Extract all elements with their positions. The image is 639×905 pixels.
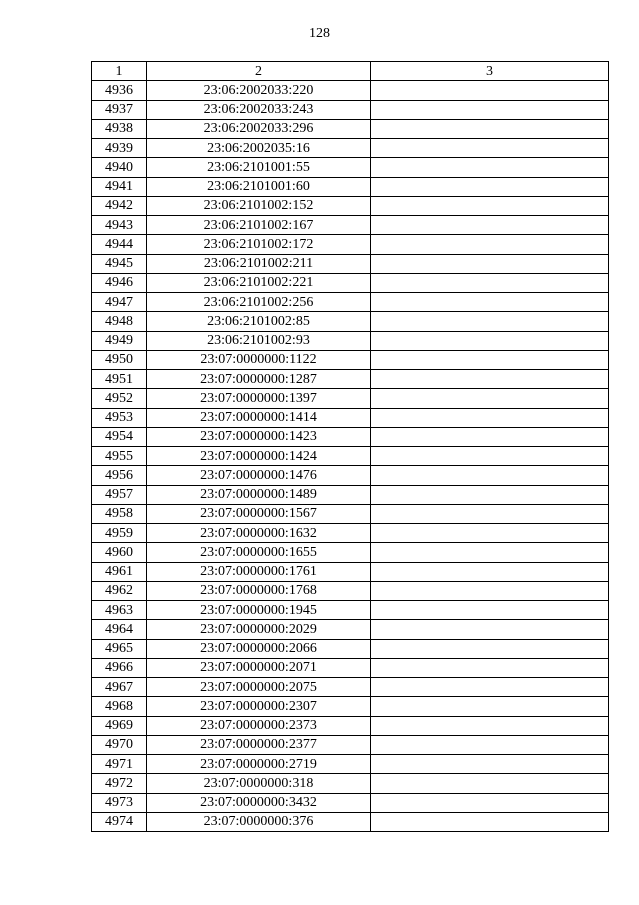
note-cell [371,427,609,446]
row-number-cell: 4945 [92,254,147,273]
column-header-2: 2 [147,62,371,81]
note-cell [371,196,609,215]
cadastral-number-cell: 23:07:0000000:1655 [147,543,371,562]
cadastral-number-cell: 23:07:0000000:1476 [147,466,371,485]
row-number-cell: 4942 [92,196,147,215]
note-cell [371,524,609,543]
note-cell [371,562,609,581]
row-number-cell: 4959 [92,524,147,543]
row-number-cell: 4971 [92,755,147,774]
table-row [92,581,609,600]
note-cell [371,793,609,812]
table-row [92,812,609,831]
row-number-cell: 4936 [92,81,147,100]
note-cell [371,293,609,312]
cadastral-number-cell: 23:07:0000000:1768 [147,581,371,600]
note-cell [371,466,609,485]
table-row [92,293,609,312]
note-cell [371,755,609,774]
cadastral-number-cell: 23:07:0000000:1567 [147,504,371,523]
table-row [92,504,609,523]
cadastral-number-cell: 23:07:0000000:3432 [147,793,371,812]
cadastral-number-cell: 23:07:0000000:2075 [147,678,371,697]
cadastral-number-cell: 23:07:0000000:1423 [147,427,371,446]
cadastral-number-cell: 23:06:2101002:152 [147,196,371,215]
note-cell [371,581,609,600]
note-cell [371,678,609,697]
cadastral-number-cell: 23:06:2101001:55 [147,158,371,177]
row-number-cell: 4950 [92,350,147,369]
table-row [92,158,609,177]
table-row [92,678,609,697]
table-row [92,254,609,273]
note-cell [371,119,609,138]
cadastral-number-cell: 23:06:2002033:220 [147,81,371,100]
row-number-cell: 4951 [92,370,147,389]
table-row [92,620,609,639]
note-cell [371,620,609,639]
row-number-cell: 4949 [92,331,147,350]
row-number-cell: 4952 [92,389,147,408]
column-header-3: 3 [371,62,609,81]
table-row [92,100,609,119]
row-number-cell: 4941 [92,177,147,196]
note-cell [371,543,609,562]
row-number-cell: 4974 [92,812,147,831]
row-number-cell: 4948 [92,312,147,331]
row-number-cell: 4937 [92,100,147,119]
column-header-1: 1 [92,62,147,81]
note-cell [371,812,609,831]
cadastral-number-cell: 23:06:2002035:16 [147,139,371,158]
row-number-cell: 4968 [92,697,147,716]
note-cell [371,158,609,177]
table-row [92,139,609,158]
note-cell [371,735,609,754]
row-number-cell: 4953 [92,408,147,427]
table-row [92,235,609,254]
table-row [92,639,609,658]
page-number: 128 [309,26,330,41]
row-number-cell: 4939 [92,139,147,158]
cadastral-number-cell: 23:07:0000000:1287 [147,370,371,389]
table-row [92,370,609,389]
note-cell [371,389,609,408]
cadastral-number-cell: 23:07:0000000:2307 [147,697,371,716]
cadastral-number-cell: 23:07:0000000:1632 [147,524,371,543]
row-number-cell: 4947 [92,293,147,312]
note-cell [371,331,609,350]
table-row [92,389,609,408]
table-row [92,119,609,138]
cadastral-number-cell: 23:07:0000000:2071 [147,658,371,677]
note-cell [371,639,609,658]
cadastral-number-cell: 23:06:2002033:296 [147,119,371,138]
row-number-cell: 4938 [92,119,147,138]
cadastral-number-cell: 23:07:0000000:2029 [147,620,371,639]
note-cell [371,658,609,677]
cadastral-number-cell: 23:06:2101002:221 [147,273,371,292]
table-row [92,447,609,466]
cadastral-number-cell: 23:07:0000000:2066 [147,639,371,658]
note-cell [371,139,609,158]
note-cell [371,177,609,196]
cadastral-number-cell: 23:06:2101002:85 [147,312,371,331]
row-number-cell: 4955 [92,447,147,466]
row-number-cell: 4965 [92,639,147,658]
note-cell [371,504,609,523]
note-cell [371,254,609,273]
table-row [92,697,609,716]
row-number-cell: 4940 [92,158,147,177]
row-number-cell: 4956 [92,466,147,485]
cadastral-number-cell: 23:06:2101001:60 [147,177,371,196]
cadastral-number-cell: 23:07:0000000:1397 [147,389,371,408]
note-cell [371,100,609,119]
row-number-cell: 4944 [92,235,147,254]
row-number-cell: 4957 [92,485,147,504]
table-row [92,562,609,581]
note-cell [371,235,609,254]
row-number-cell: 4967 [92,678,147,697]
row-number-cell: 4966 [92,658,147,677]
cadastral-number-cell: 23:07:0000000:318 [147,774,371,793]
table-row [92,81,609,100]
row-number-cell: 4954 [92,427,147,446]
note-cell [371,81,609,100]
note-cell [371,601,609,620]
cadastral-number-cell: 23:06:2101002:211 [147,254,371,273]
cadastral-number-cell: 23:07:0000000:376 [147,812,371,831]
row-number-cell: 4946 [92,273,147,292]
row-number-cell: 4973 [92,793,147,812]
table-row [92,543,609,562]
row-number-cell: 4943 [92,216,147,235]
note-cell [371,370,609,389]
table-row [92,485,609,504]
row-number-cell: 4969 [92,716,147,735]
table-row [92,658,609,677]
table-row [92,408,609,427]
table-row [92,466,609,485]
note-cell [371,697,609,716]
note-cell [371,312,609,331]
cadastral-number-cell: 23:07:0000000:1489 [147,485,371,504]
note-cell [371,716,609,735]
row-number-cell: 4972 [92,774,147,793]
table-body [92,81,609,832]
note-cell [371,273,609,292]
table-row [92,427,609,446]
cadastral-number-cell: 23:07:0000000:2373 [147,716,371,735]
cadastral-number-cell: 23:07:0000000:1424 [147,447,371,466]
row-number-cell: 4958 [92,504,147,523]
note-cell [371,774,609,793]
row-number-cell: 4960 [92,543,147,562]
table-row [92,196,609,215]
note-cell [371,447,609,466]
row-number-cell: 4961 [92,562,147,581]
cadastral-number-cell: 23:07:0000000:1945 [147,601,371,620]
table-row [92,601,609,620]
table-row [92,312,609,331]
cadastral-number-cell: 23:06:2101002:167 [147,216,371,235]
table-row [92,716,609,735]
table-row [92,216,609,235]
row-number-cell: 4962 [92,581,147,600]
cadastral-number-cell: 23:06:2002033:243 [147,100,371,119]
table-header-row [92,62,609,81]
cadastral-number-cell: 23:06:2101002:172 [147,235,371,254]
table-row [92,793,609,812]
table-row [92,177,609,196]
table-row [92,273,609,292]
row-number-cell: 4963 [92,601,147,620]
row-number-cell: 4964 [92,620,147,639]
cadastral-number-cell: 23:06:2101002:93 [147,331,371,350]
note-cell [371,485,609,504]
table-row [92,524,609,543]
cadastral-number-cell: 23:07:0000000:1414 [147,408,371,427]
note-cell [371,216,609,235]
registry-table [91,61,609,832]
cadastral-number-cell: 23:07:0000000:2719 [147,755,371,774]
table-row [92,331,609,350]
table-row [92,774,609,793]
note-cell [371,350,609,369]
cadastral-number-cell: 23:07:0000000:1122 [147,350,371,369]
table-row [92,735,609,754]
row-number-cell: 4970 [92,735,147,754]
cadastral-number-cell: 23:07:0000000:1761 [147,562,371,581]
cadastral-number-cell: 23:06:2101002:256 [147,293,371,312]
table-row [92,350,609,369]
note-cell [371,408,609,427]
table-row [92,755,609,774]
cadastral-number-cell: 23:07:0000000:2377 [147,735,371,754]
